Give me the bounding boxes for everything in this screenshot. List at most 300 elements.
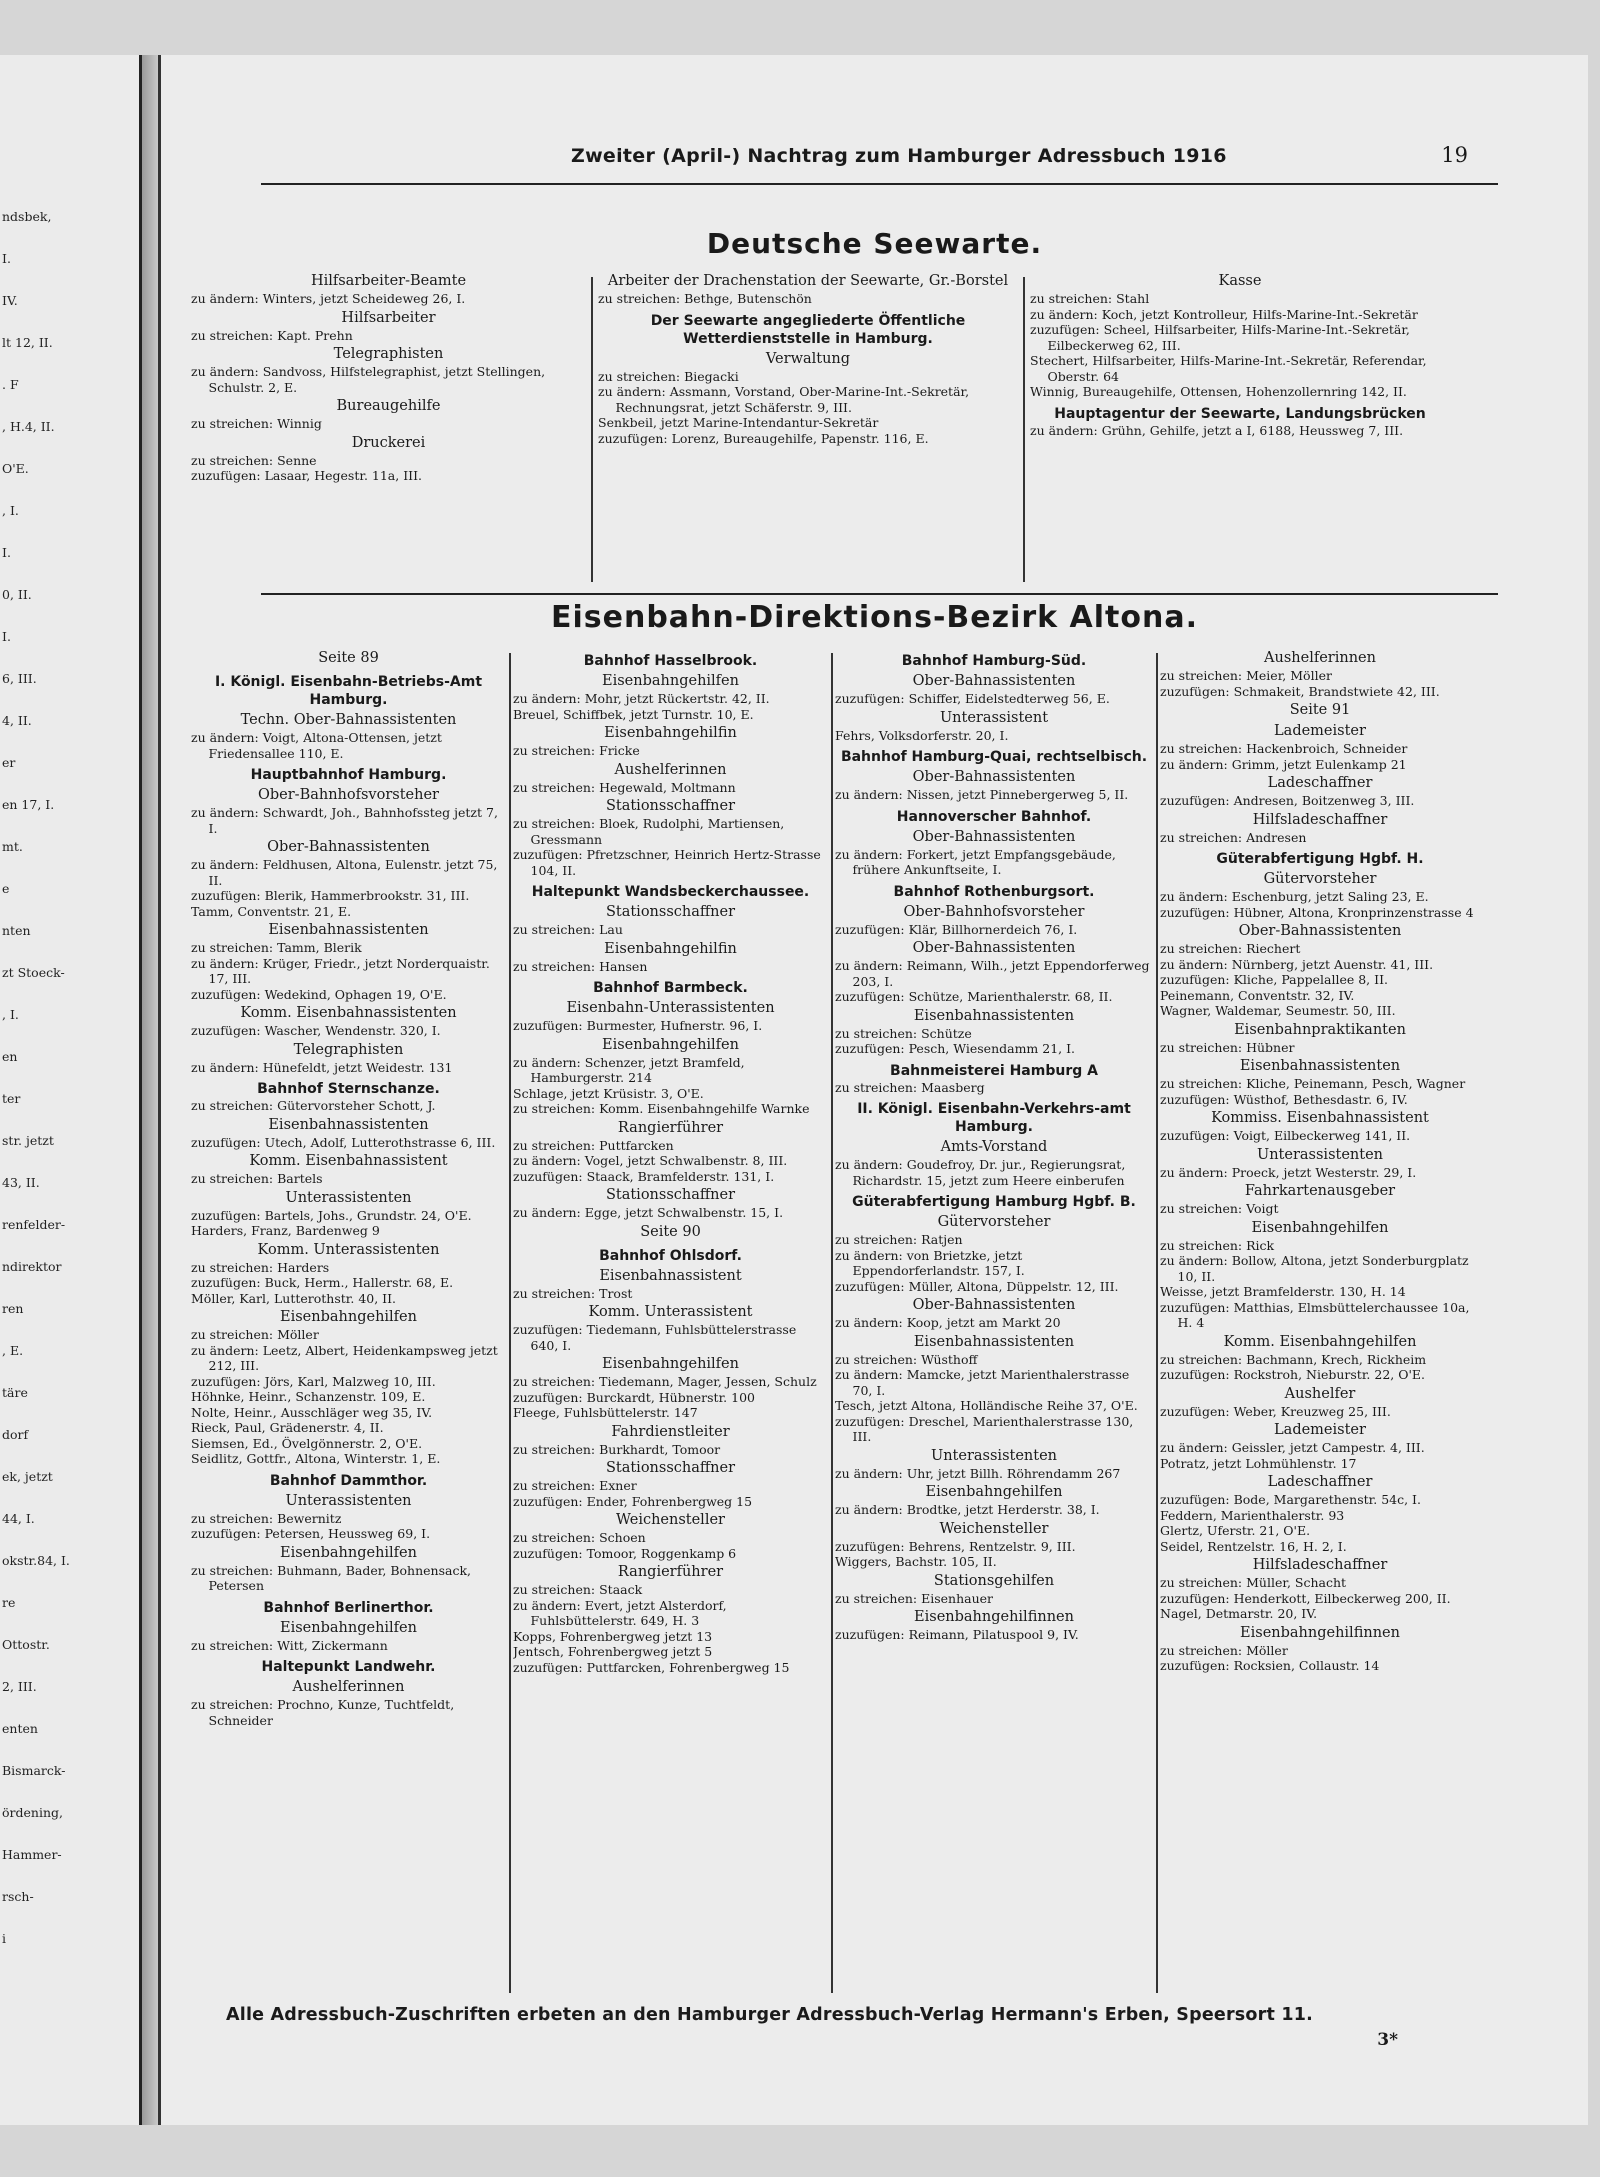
section-heading: Arbeiter der Drachenstation der Seewarte, Gr.-Borstel: [607, 273, 1009, 289]
entry-line: zu ändern: Uhr, jetzt Billh. Röhrendamm 267: [835, 1465, 1121, 1481]
entry-line: zu streichen: Winnig: [191, 416, 322, 431]
entry-line: zu streichen: Hegewald, Moltmann: [513, 779, 736, 795]
section-heading: Unterassistenten: [285, 1189, 412, 1206]
section-heading: Bahnhof Sternschanze.: [257, 1081, 440, 1097]
signature-mark: 3*: [1377, 2030, 1398, 2050]
fragment-text: 4, II.: [2, 713, 32, 728]
section-heading: Eisenbahngehilfen: [1251, 1219, 1389, 1236]
section-heading: Ober-Bahnassistenten: [912, 940, 1076, 956]
entry-line: zuzufügen: Pfretzschner, Heinrich Hertz-Strasse 104, II.: [513, 847, 821, 878]
section-heading: Eisenbahngehilfinnen: [1240, 1624, 1400, 1641]
section-heading: Hauptbahnhof Hamburg.: [250, 767, 447, 783]
entry-line: zu ändern: Mohr, jetzt Rückertstr. 42, II.: [513, 691, 770, 706]
section-heading: Eisenbahnassistenten: [913, 1007, 1075, 1024]
section-heading: Ober-Bahnassistenten: [267, 839, 430, 855]
fragment-text: ren: [2, 1301, 24, 1316]
entry-line: zuzufügen: Rockstroh, Nieburstr. 22, O'E.: [1160, 1367, 1426, 1382]
entry-line: zu ändern: Feldhusen, Altona, Eulenstr. jetzt 75, II.: [191, 857, 498, 888]
section-heading: Eisenbahngehilfen: [602, 1036, 739, 1053]
entry-line: zu streichen: Lau: [513, 922, 623, 937]
entry-line: zu streichen: Gütervorsteher Schott, J.: [191, 1098, 436, 1113]
entry-line: Rieck, Paul, Grädenerstr. 4, II.: [191, 1420, 384, 1435]
fragment-text: täre: [2, 1385, 28, 1400]
entry-line: zuzufügen: Weber, Kreuzweg 25, III.: [1160, 1403, 1391, 1419]
section-heading: Techn. Ober-Bahnassistenten: [240, 712, 457, 728]
entry-line: zu streichen: Möller: [1160, 1642, 1288, 1658]
entry-line: Peinemann, Conventstr. 32, IV.: [1160, 987, 1355, 1003]
seewarte-column-1: [191, 270, 586, 600]
section-heading: Kasse: [1218, 273, 1262, 289]
fragment-text: mt.: [2, 839, 23, 854]
entry-line: zuzufügen: Puttfarcken, Fohrenbergweg 15: [513, 1659, 790, 1675]
entry-line: zu ändern: Reimann, Wilh., jetzt Eppendorferweg 203, I.: [835, 958, 1150, 989]
fragment-text: er: [2, 755, 16, 770]
section-heading: Eisenbahngehilfen: [280, 1619, 417, 1636]
section-heading: Hilfsladeschaffner: [1252, 1557, 1388, 1573]
entry-line: zuzufügen: Blerik, Hammerbrookstr. 31, III.: [191, 888, 470, 903]
fragment-text: ter: [2, 1091, 21, 1106]
entry-line: zuzufügen: Andresen, Boitzenweg 3, III.: [1160, 793, 1415, 808]
section-heading: Eisenbahnassistenten: [913, 1333, 1075, 1350]
section-heading: I. Königl. Eisenbahn-Betriebs-Amt Hamburg.: [214, 674, 483, 708]
entry-line: zu ändern: Grimm, jetzt Eulenkamp 21: [1160, 756, 1407, 772]
section-heading: Hannoverscher Bahnhof.: [896, 808, 1092, 825]
entry-line: zu streichen: Puttfarcken: [513, 1137, 674, 1153]
entry-line: Möller, Karl, Lutterothstr. 40, II.: [191, 1290, 397, 1306]
section-heading: Rangierführer: [617, 1119, 724, 1136]
entry-line: Breuel, Schiffbek, jetzt Turnstr. 10, E.: [513, 706, 754, 722]
entry-line: zu streichen: Stahl: [1030, 291, 1150, 306]
section-heading: Eisenbahngehilfen: [602, 1356, 739, 1372]
fragment-text: Hammer-: [2, 1847, 62, 1862]
section-heading: II. Königl. Eisenbahn-Verkehrs-amt Hamburg.: [857, 1101, 1131, 1135]
section-heading: Bahnhof Barmbeck.: [593, 980, 748, 996]
entry-line: zu ändern: Hünefeldt, jetzt Weidestr. 131: [191, 1059, 453, 1075]
section-heading: Eisenbahnassistenten: [268, 922, 429, 938]
section-heading: Hilfsarbeiter-Beamte: [310, 273, 467, 289]
fragment-text: , I.: [2, 503, 19, 518]
entry-line: Glertz, Uferstr. 21, O'E.: [1160, 1523, 1311, 1538]
entry-line: zu ändern: Vogel, jetzt Schwalbenstr. 8, III.: [513, 1153, 788, 1168]
section-heading: Seite 90: [640, 1223, 701, 1240]
section-heading: Haltepunkt Landwehr.: [261, 1659, 436, 1675]
entry-line: Feddern, Marienthalerstr. 93: [1160, 1507, 1345, 1523]
entry-line: zuzufügen: Wüsthof, Bethesdastr. 6, IV.: [1160, 1091, 1408, 1107]
section-heading: Eisenbahngehilfen: [925, 1484, 1063, 1500]
entry-line: Stechert, Hilfsarbeiter, Hilfs-Marine-Int.-Sekretär, Referendar, Oberstr. 64: [1030, 353, 1427, 384]
entry-line: zu ändern: Geissler, jetzt Campestr. 4, III.: [1160, 1440, 1425, 1455]
eisenbahn-column-1: [191, 647, 506, 2002]
entry-line: Höhnke, Heinr., Schanzenstr. 109, E.: [191, 1389, 426, 1404]
entry-line: zu streichen: Prochno, Kunze, Tuchtfeldt, Schneider: [191, 1697, 455, 1728]
section-heading: Seite 91: [1289, 702, 1351, 718]
entry-line: zu streichen: Bloek, Rudolphi, Martiensen, Gressmann: [513, 816, 785, 847]
fragment-text: e: [2, 881, 10, 896]
footer-notice: Alle Adressbuch-Zuschriften erbeten an den Hamburger Adressbuch-Verlag Hermann's Erben, Speersort 11.: [226, 2005, 1313, 2025]
section-heading: Güterabfertigung Hamburg Hgbf. B.: [852, 1194, 1136, 1210]
entry-line: zuzufügen: Matthias, Elmsbüttelerchaussee 10a, H. 4: [1160, 1299, 1470, 1330]
section-heading: Bureaugehilfe: [336, 398, 441, 414]
entry-line: zu streichen: Schoen: [513, 1530, 646, 1545]
entry-line: zu streichen: Biegacki: [598, 368, 739, 384]
fragment-text: I.: [2, 251, 11, 266]
fragment-text: 2, III.: [2, 1679, 37, 1694]
section-heading: Ober-Bahnhofsvorsteher: [258, 787, 439, 803]
section-heading: Stationsschaffner: [605, 904, 736, 920]
entry-line: zuzufügen: Bartels, Johs., Grundstr. 24, O'E.: [191, 1207, 472, 1223]
section-heading: Bahnmeisterei Hamburg A: [890, 1062, 1098, 1079]
section-heading: Unterassistenten: [285, 1492, 412, 1509]
section-heading: Aushelferinnen: [1264, 650, 1376, 666]
fragment-text: lt 12, II.: [2, 335, 53, 350]
section-heading: Eisenbahn-Unterassistenten: [566, 1000, 775, 1016]
section-heading: Ober-Bahnassistenten: [912, 769, 1076, 785]
entry-line: zuzufügen: Müller, Altona, Düppelstr. 12, III.: [835, 1278, 1119, 1294]
section-heading: Druckerei: [351, 434, 426, 451]
entry-line: zuzufügen: Kliche, Pappelallee 8, II.: [1160, 972, 1388, 987]
section-heading: Güterabfertigung Hgbf. H.: [1216, 851, 1424, 867]
entry-line: zu streichen: Andresen: [1160, 829, 1307, 845]
section-heading: Eisenbahnpraktikanten: [1234, 1021, 1406, 1038]
fragment-text: en: [2, 1049, 18, 1064]
entry-line: Seidlitz, Gottfr., Altona, Winterstr. 1, E.: [191, 1451, 441, 1466]
seewarte-column-2: [598, 270, 1018, 600]
entry-line: zu streichen: Tiedemann, Mager, Jessen, Schulz: [513, 1374, 817, 1389]
entry-line: Kopps, Fohrenbergweg jetzt 13: [513, 1628, 713, 1644]
fragment-text: nten: [2, 923, 31, 938]
section-heading: Telegraphisten: [333, 346, 444, 362]
fragment-text: re: [2, 1595, 16, 1610]
entry-line: zu ändern: Evert, jetzt Alsterdorf, Fuhlsbüttelerstr. 649, H. 3: [513, 1597, 727, 1628]
entry-line: zuzufügen: Schmakeit, Brandstwiete 42, III.: [1160, 683, 1440, 699]
entry-line: zu streichen: Buhmann, Bader, Bohnensack, Petersen: [191, 1562, 472, 1593]
fragment-text: ördening,: [2, 1805, 63, 1820]
section-heading: Gütervorsteher: [1263, 871, 1377, 887]
column-rule: [509, 653, 511, 1993]
entry-line: zu ändern: Goudefroy, Dr. jur., Regierungsrat, Richardstr. 15, jetzt zum Heere einberufen: [835, 1157, 1126, 1188]
header-rule: [261, 183, 1498, 185]
entry-line: zu streichen: Staack: [513, 1582, 643, 1597]
section-heading: Verwaltung: [765, 350, 851, 367]
entry-line: zu ändern: Egge, jetzt Schwalbenstr. 15, I.: [513, 1205, 784, 1220]
entry-line: zuzufügen: Buck, Herm., Hallerstr. 68, E.: [191, 1275, 454, 1290]
fragment-text: I.: [2, 629, 11, 644]
entry-line: zu streichen: Schütze: [835, 1025, 972, 1041]
entry-line: zu streichen: Komm. Eisenbahngehilfe Warnke: [513, 1101, 810, 1116]
entry-line: zuzufügen: Lasaar, Hegestr. 11a, III.: [191, 468, 422, 483]
entry-line: Winnig, Bureaugehilfe, Ottensen, Hohenzollernring 142, II.: [1030, 384, 1407, 399]
entry-line: zu ändern: Brodtke, jetzt Herderstr. 38, I.: [835, 1502, 1100, 1517]
entry-line: zu ändern: Voigt, Altona-Ottensen, jetzt Friedensallee 110, E.: [191, 730, 442, 761]
entry-line: Harders, Franz, Bardenweg 9: [191, 1223, 380, 1238]
section-heading: Seite 89: [318, 650, 379, 666]
entry-line: zu ändern: Leetz, Albert, Heidenkampsweg jetzt 212, III.: [191, 1342, 498, 1373]
section-heading: Eisenbahngehilfin: [604, 940, 737, 957]
section-heading: Ober-Bahnassistenten: [912, 828, 1076, 845]
entry-line: zu streichen: Burkhardt, Tomoor: [513, 1441, 721, 1457]
entry-line: zuzufügen: Rocksien, Collaustr. 14: [1160, 1658, 1380, 1673]
column-rule: [1023, 277, 1025, 582]
entry-line: zu ändern: Forkert, jetzt Empfangsgebäude, frühere Ankunftseite, I.: [835, 846, 1116, 877]
entry-line: zu ändern: Eschenburg, jetzt Saling 23, E.: [1160, 889, 1429, 904]
fragment-text: ek, jetzt: [2, 1469, 53, 1484]
entry-line: zu streichen: Trost: [513, 1285, 633, 1301]
fragment-text: dorf: [2, 1427, 29, 1442]
entry-line: zu streichen: Harders: [191, 1259, 330, 1275]
entry-line: zu ändern: Koch, jetzt Kontrolleur, Hilfs-Marine-Int.-Sekretär: [1030, 306, 1418, 322]
entry-line: zuzufügen: Pesch, Wiesendamm 21, I.: [835, 1041, 1076, 1056]
entry-line: zu streichen: Wüsthoff: [835, 1351, 978, 1367]
fragment-text: en 17, I.: [2, 797, 55, 812]
section-heading: Bahnhof Hasselbrook.: [583, 653, 758, 669]
entry-line: zu ändern: Schenzer, jetzt Bramfeld, Hamburgerstr. 214: [513, 1054, 745, 1085]
entry-line: Schlage, jetzt Krüsistr. 3, O'E.: [513, 1085, 704, 1101]
facing-page-fragment: [0, 55, 142, 2125]
entry-line: zu streichen: Exner: [513, 1478, 637, 1493]
entry-line: zu streichen: Hackenbroich, Schneider: [1160, 741, 1408, 756]
entry-line: Weisse, jetzt Bramfelderstr. 130, H. 14: [1160, 1284, 1406, 1299]
section-heading: Lademeister: [1274, 1422, 1366, 1438]
entry-line: zuzufügen: Dreschel, Marienthalerstrasse 130, III.: [835, 1413, 1134, 1444]
entry-line: zu streichen: Eisenhauer: [835, 1590, 994, 1606]
entry-line: zu ändern: Grühn, Gehilfe, jetzt a I, 6188, Heussweg 7, III.: [1030, 422, 1404, 438]
section-heading: Bahnhof Dammthor.: [269, 1472, 428, 1489]
entry-line: zu streichen: Möller: [191, 1327, 319, 1342]
fragment-text: Ottostr.: [2, 1637, 50, 1652]
section-heading: Eisenbahnassistenten: [268, 1116, 429, 1133]
entry-line: zu ändern: Koop, jetzt am Markt 20: [835, 1315, 1061, 1330]
section-heading: Hauptagentur der Seewarte, Landungsbrücken: [1054, 405, 1426, 422]
fragment-text: str. jetzt: [2, 1133, 54, 1148]
fragment-text: , H.4, II.: [2, 419, 55, 434]
fragment-text: 44, I.: [2, 1511, 35, 1526]
entry-line: zuzufügen: Hübner, Altona, Kronprinzenstrasse 4: [1160, 904, 1474, 920]
section-heading: Der Seewarte angegliederte Öffentliche Wetterdienststelle in Hamburg.: [650, 312, 966, 347]
section-heading: Bahnhof Hamburg-Quai, rechtselbisch.: [840, 749, 1148, 765]
column-rule: [831, 653, 833, 1993]
entry-line: Seidel, Rentzelstr. 16, H. 2, I.: [1160, 1538, 1347, 1554]
section-heading: Telegraphisten: [293, 1041, 404, 1058]
fragment-text: ndirektor: [2, 1259, 62, 1274]
section-heading: Kommiss. Eisenbahnassistent: [1211, 1110, 1429, 1126]
entry-line: zu streichen: Ratjen: [835, 1232, 963, 1247]
section-heading: Hilfsladeschaffner: [1252, 811, 1388, 828]
section-heading: Weichensteller: [616, 1512, 725, 1528]
section-heading: Komm. Unterassistenten: [257, 1241, 440, 1258]
entry-line: zuzufügen: Ender, Fohrenbergweg 15: [513, 1493, 753, 1509]
section-heading: Eisenbahngehilfinnen: [914, 1609, 1074, 1625]
section-heading: Rangierführer: [617, 1564, 724, 1580]
entry-line: zu streichen: Müller, Schacht: [1160, 1575, 1347, 1590]
fragment-text: 0, II.: [2, 587, 32, 602]
entry-line: Fehrs, Volksdorferstr. 20, I.: [835, 727, 1009, 743]
entry-line: zu ändern: Nissen, jetzt Pinnebergerweg 5, II.: [835, 787, 1129, 802]
entry-line: Tesch, jetzt Altona, Holländische Reihe 37, O'E.: [835, 1398, 1138, 1413]
entry-line: zuzufügen: Klär, Billhornerdeich 76, I.: [835, 921, 1078, 937]
section-heading: Lademeister: [1274, 723, 1366, 739]
entry-line: zuzufügen: Wascher, Wendenstr. 320, I.: [191, 1023, 441, 1038]
entry-line: zu streichen: Rick: [1160, 1237, 1275, 1253]
section-heading: Fahrkartenausgeber: [1244, 1183, 1396, 1199]
section-heading: Ober-Bahnassistenten: [1238, 923, 1402, 939]
entry-line: zu streichen: Hübner: [1160, 1039, 1295, 1055]
section-heading: Eisenbahnassistent: [599, 1267, 742, 1284]
entry-line: zuzufügen: Staack, Bramfelderstr. 131, I.: [513, 1168, 775, 1184]
section-heading: Unterassistenten: [931, 1447, 1057, 1464]
eisenbahn-column-3: [835, 647, 1153, 2002]
entry-line: zuzufügen: Lorenz, Bureaugehilfe, Papenstr. 116, E.: [598, 430, 929, 446]
entry-line: Tamm, Conventstr. 21, E.: [191, 903, 352, 919]
section-heading: Bahnhof Hamburg-Süd.: [901, 653, 1087, 669]
section-heading: Hilfsarbeiter: [341, 309, 436, 326]
column-rule: [1156, 653, 1158, 1993]
entry-line: Nagel, Detmarstr. 20, IV.: [1160, 1606, 1318, 1621]
fragment-text: zt Stoeck-: [2, 965, 65, 980]
section-heading: Aushelfer: [1284, 1385, 1356, 1402]
fragment-text: enten: [2, 1721, 38, 1736]
fragment-text: ndsbek,: [2, 209, 52, 224]
section-heading: Fahrdienstleiter: [611, 1423, 730, 1440]
fragment-text: Bismarck-: [2, 1763, 66, 1778]
entry-line: zuzufügen: Petersen, Heussweg 69, I.: [191, 1526, 431, 1541]
fragment-text: okstr.84, I.: [2, 1553, 70, 1568]
fragment-text: i: [2, 1931, 6, 1946]
entry-line: zu ändern: Sandvoss, Hilfstelegraphist, jetzt Stellingen, Schulstr. 2, E.: [191, 364, 546, 395]
entry-line: zu streichen: Witt, Zickermann: [191, 1637, 388, 1653]
fragment-text: 43, II.: [2, 1175, 40, 1190]
entry-line: Wiggers, Bachstr. 105, II.: [835, 1554, 997, 1569]
section-heading: Unterassistent: [939, 709, 1049, 726]
entry-line: zu streichen: Tamm, Blerik: [191, 940, 362, 955]
entry-line: zu ändern: Nürnberg, jetzt Auenstr. 41, III.: [1160, 956, 1434, 972]
eisenbahn-column-4: [1160, 647, 1480, 2002]
section-heading: Gütervorsteher: [937, 1214, 1051, 1230]
section-heading: Komm. Eisenbahnassistent: [249, 1153, 448, 1169]
entry-line: zuzufügen: Burmester, Hufnerstr. 96, I.: [513, 1018, 763, 1033]
page-19: [158, 55, 1588, 2125]
entry-line: zu streichen: Hansen: [513, 958, 648, 974]
fragment-text: 6, III.: [2, 671, 37, 686]
entry-line: Wagner, Waldemar, Seumestr. 50, III.: [1160, 1003, 1396, 1018]
entry-line: zu streichen: Fricke: [513, 743, 640, 758]
fragment-text: I.: [2, 545, 11, 560]
section-heading: Bahnhof Ohlsdorf.: [599, 1247, 742, 1264]
section-heading: Komm. Unterassistent: [588, 1304, 753, 1320]
entry-line: zuzufügen: Henderkott, Eilbeckerweg 200, II.: [1160, 1590, 1451, 1606]
section-heading: Ober-Bahnassistenten: [912, 673, 1076, 689]
section-rule: [261, 593, 1498, 595]
entry-line: Senkbeil, jetzt Marine-Intendantur-Sekretär: [598, 415, 879, 430]
fragment-text: . F: [2, 377, 19, 392]
section-heading: Ladeschaffner: [1267, 775, 1373, 791]
entry-line: zu streichen: Senne: [191, 452, 317, 468]
page-number: 19: [1441, 143, 1468, 167]
entry-line: zu ändern: Assmann, Vorstand, Ober-Marine-Int.-Sekretär, Rechnungsrat, jetzt Schäferstr. 9, III.: [598, 384, 970, 415]
entry-line: zu streichen: Maasberg: [835, 1079, 985, 1095]
entry-line: Siemsen, Ed., Övelgönnerstr. 2, O'E.: [191, 1435, 423, 1451]
section-heading: Amts-Vorstand: [940, 1139, 1048, 1155]
section-heading: Ober-Bahnhofsvorsteher: [903, 903, 1085, 920]
entry-line: zu streichen: Riechert: [1160, 941, 1301, 956]
section-heading: Eisenbahngehilfin: [604, 725, 737, 741]
section-heading: Stationsschaffner: [605, 798, 736, 814]
entry-line: zu ändern: Mamcke, jetzt Marienthalerstrasse 70, I.: [835, 1367, 1130, 1398]
entry-line: zuzufügen: Scheel, Hilfsarbeiter, Hilfs-Marine-Int.-Sekretär, Eilbeckerweg 62, III.: [1030, 322, 1410, 353]
entry-line: Potratz, jetzt Lohmühlenstr. 17: [1160, 1455, 1357, 1471]
section-heading: Bahnhof Rothenburgsort.: [893, 883, 1095, 900]
entry-line: zu streichen: Meier, Möller: [1160, 668, 1332, 683]
section-heading: Haltepunkt Wandsbeckerchaussee.: [531, 884, 810, 900]
entry-line: zu ändern: Winters, jetzt Scheideweg 26, I.: [191, 291, 466, 306]
entry-line: Fleege, Fuhlsbüttelerstr. 147: [513, 1405, 698, 1420]
section-heading: Komm. Eisenbahnassistenten: [240, 1005, 457, 1021]
entry-line: zu streichen: Bachmann, Krech, Rickheim: [1160, 1351, 1427, 1367]
entry-line: zuzufügen: Burckardt, Hübnerstr. 100: [513, 1389, 755, 1405]
seewarte-title: Deutsche Seewarte.: [706, 227, 1043, 260]
fragment-text: renfelder-: [2, 1217, 66, 1232]
entry-line: zuzufügen: Tiedemann, Fuhlsbüttelerstrasse 640, I.: [513, 1322, 797, 1353]
seewarte-column-3: [1030, 270, 1450, 600]
fragment-text: O'E.: [2, 461, 29, 476]
entry-line: zuzufügen: Schiffer, Eidelstedterweg 56, E.: [835, 691, 1110, 706]
section-heading: Aushelferinnen: [614, 761, 727, 778]
entry-line: zu ändern: von Brietzke, jetzt Eppendorferlandstr. 157, I.: [835, 1247, 1025, 1278]
entry-line: zuzufügen: Voigt, Eilbeckerweg 141, II.: [1160, 1128, 1411, 1143]
eisenbahn-title: Eisenbahn-Direktions-Bezirk Altona.: [551, 600, 1198, 635]
entry-line: Jentsch, Fohrenbergweg jetzt 5: [513, 1644, 713, 1659]
section-heading: Ober-Bahnassistenten: [912, 1297, 1076, 1313]
entry-line: zu ändern: Proeck, jetzt Westerstr. 29, I.: [1160, 1164, 1417, 1180]
entry-line: zuzufügen: Schütze, Marienthalerstr. 68, II.: [835, 989, 1113, 1004]
entry-line: zu streichen: Bewernitz: [191, 1510, 342, 1526]
fragment-text: IV.: [2, 293, 18, 308]
eisenbahn-column-2: [513, 647, 828, 2002]
fragment-text: rsch-: [2, 1889, 34, 1904]
running-title: Zweiter (April-) Nachtrag zum Hamburger Adressbuch 1916: [571, 145, 1227, 167]
entry-line: zu streichen: Voigt: [1160, 1201, 1279, 1216]
entry-line: zu ändern: Bollow, Altona, jetzt Sonderburgplatz 10, II.: [1160, 1253, 1469, 1284]
section-heading: Unterassistenten: [1257, 1146, 1383, 1163]
entry-line: zuzufügen: Jörs, Karl, Malzweg 10, III.: [191, 1373, 436, 1389]
section-heading: Komm. Eisenbahngehilfen: [1223, 1333, 1417, 1350]
entry-line: zu streichen: Kliche, Peinemann, Pesch, Wagner: [1160, 1076, 1466, 1091]
section-heading: Stationsgehilfen: [933, 1572, 1055, 1589]
fragment-text: , I.: [2, 1007, 19, 1022]
section-heading: Eisenbahngehilfen: [280, 1544, 417, 1561]
entry-line: zuzufügen: Bode, Margarethenstr. 54c, I.: [1160, 1492, 1421, 1507]
entry-line: zu ändern: Schwardt, Joh., Bahnhofssteg jetzt 7, I.: [191, 805, 498, 836]
section-heading: Aushelferinnen: [292, 1679, 405, 1695]
entry-line: zu ändern: Krüger, Friedr., jetzt Norderquaistr. 17, III.: [191, 955, 490, 986]
entry-line: zuzufügen: Reimann, Pilatuspool 9, IV.: [835, 1627, 1079, 1642]
section-heading: Stationsschaffner: [605, 1187, 736, 1203]
entry-line: zuzufügen: Utech, Adolf, Lutterothstrasse 6, III.: [191, 1134, 496, 1150]
section-heading: Stationsschaffner: [605, 1460, 736, 1476]
entry-line: zu streichen: Bartels: [191, 1171, 323, 1186]
section-heading: Ladeschaffner: [1267, 1474, 1373, 1490]
entry-line: zu streichen: Kapt. Prehn: [191, 327, 353, 343]
fragment-text: , E.: [2, 1343, 24, 1358]
section-heading: Eisenbahngehilfen: [280, 1309, 417, 1325]
entry-line: zu streichen: Bethge, Butenschön: [598, 291, 812, 306]
section-heading: Weichensteller: [939, 1520, 1049, 1537]
entry-line: zuzufügen: Behrens, Rentzelstr. 9, III.: [835, 1538, 1076, 1554]
section-heading: Bahnhof Berlinerthor.: [263, 1599, 434, 1616]
entry-line: zuzufügen: Wedekind, Ophagen 19, O'E.: [191, 986, 447, 1002]
entry-line: zuzufügen: Tomoor, Roggenkamp 6: [513, 1545, 737, 1561]
column-rule: [591, 277, 593, 582]
section-heading: Eisenbahngehilfen: [602, 673, 739, 689]
